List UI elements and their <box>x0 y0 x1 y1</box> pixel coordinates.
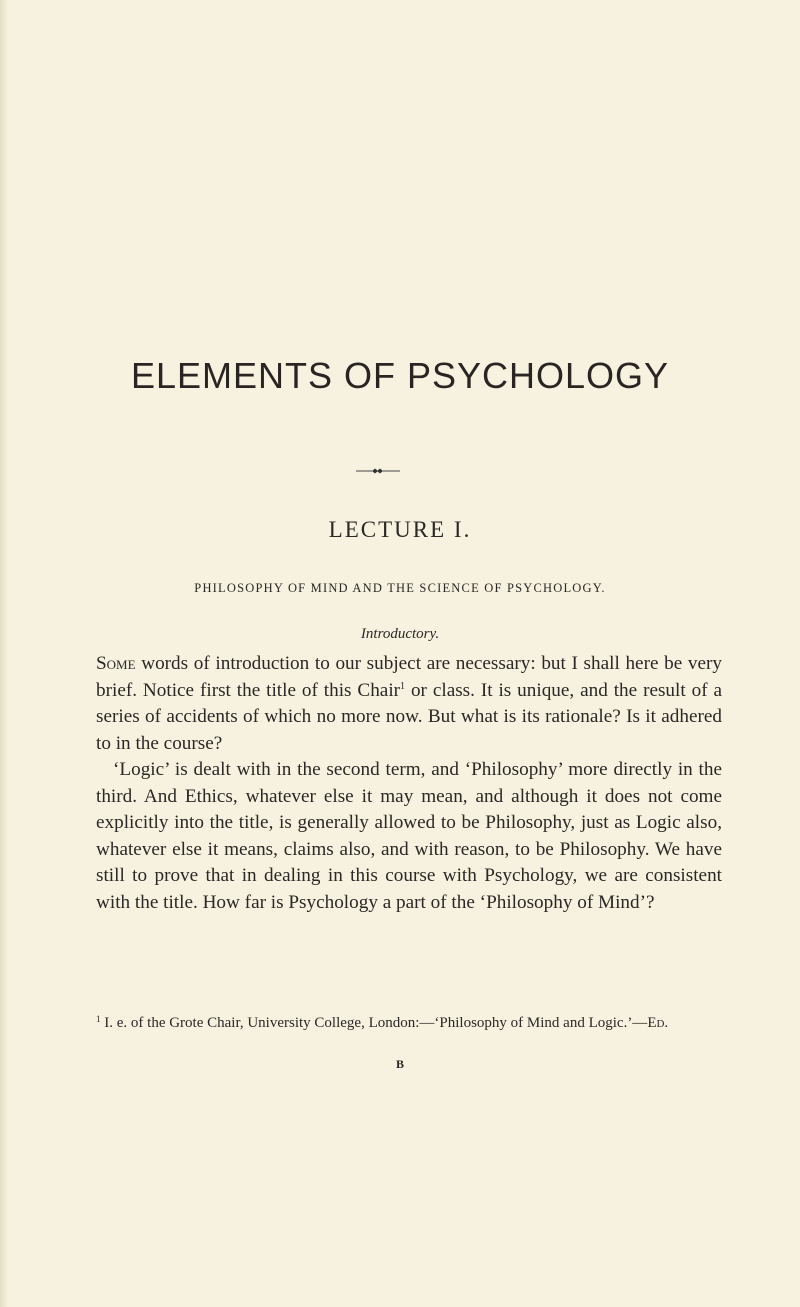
section-label: Introductory. <box>360 626 440 642</box>
ornament-rule <box>356 466 400 476</box>
footnote <box>96 1013 722 1034</box>
footnote-text: I. e. of the Grote Chair, University College, London:—‘Philosophy of Mind and Logic.’— <box>100 1015 648 1031</box>
lead-word: Some <box>96 653 136 674</box>
body-text <box>96 651 722 916</box>
paragraph-2: ‘Logic’ is dealt with in the second term, and ‘Philosophy’ more directly in the third. And Ethics, whatever else it may mean, and although it does not come explicitly into the title, is generally allowed to be Philosophy, just as Logic also, whatever else it means, claims also, and with reason, to be Philosophy. We have still to prove that in dealing in this course with Psychology, we are consistent with the title. How far is Psychology a part of the ‘Philosophy of Mind’? <box>96 759 722 913</box>
paragraph-1 <box>96 651 722 757</box>
signature-mark: B <box>395 1057 404 1071</box>
subject-heading: PHILOSOPHY OF MIND AND THE SCIENCE OF PSYCHOLOGY. <box>194 581 606 595</box>
footnote-marker: 1 <box>96 1014 101 1024</box>
page-edge <box>0 0 8 1307</box>
paragraph-1-text-b: or class. It is unique, and the result of a series of accidents of which no more now. But what is its rationale? Is it adhered to in the course? <box>96 679 723 754</box>
footnote-editor: Ed. <box>647 1015 669 1031</box>
footnote-reference: 1 <box>400 680 406 692</box>
lecture-heading: LECTURE I. <box>328 517 472 542</box>
book-title: ELEMENTS OF PSYCHOLOGY <box>130 355 670 396</box>
paragraph-1-text-a: words of introduction to our subject are necessary: but I shall here be very brief. Notice first the title of this Chair <box>96 653 722 701</box>
